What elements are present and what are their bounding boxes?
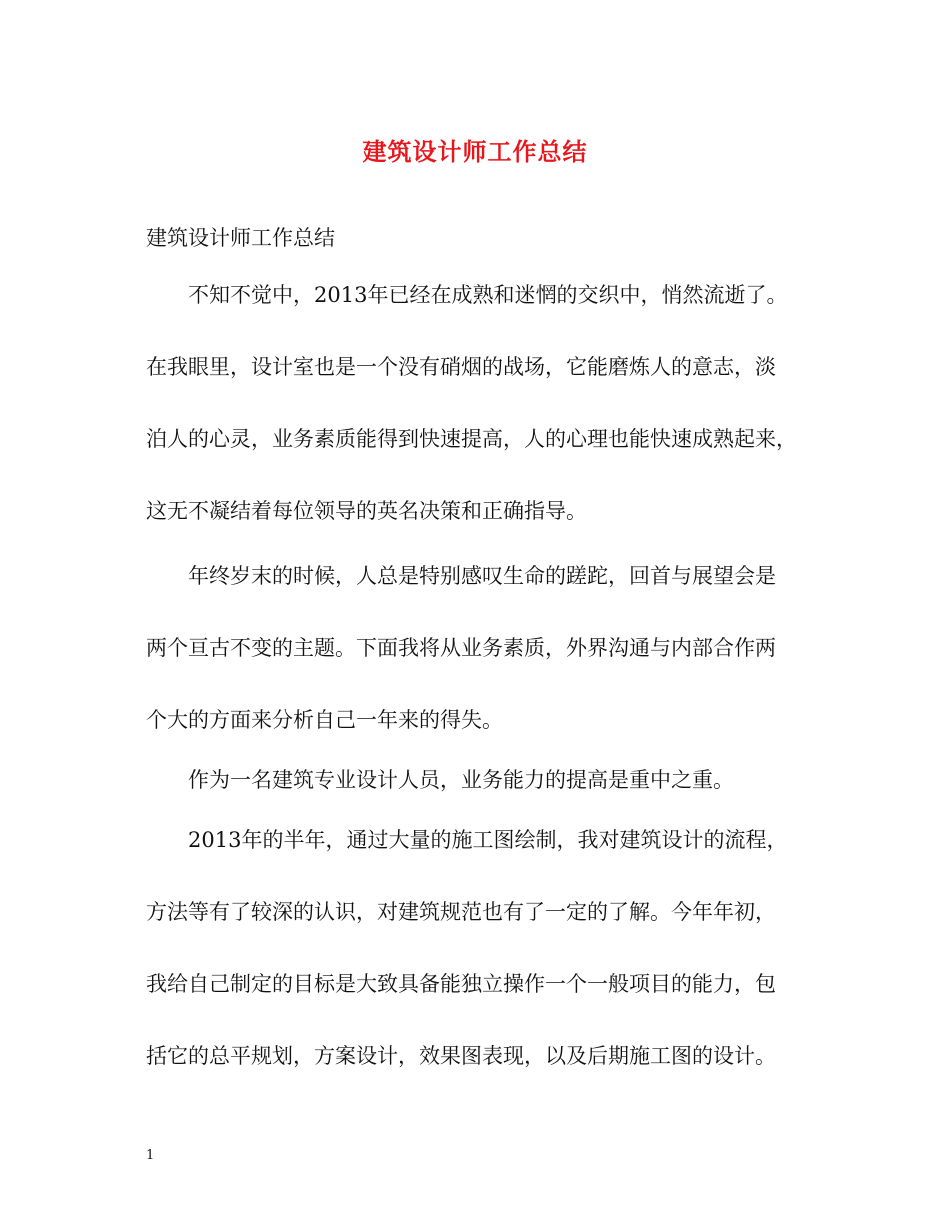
paragraph-line: 两个亘古不变的主题。下面我将从业务素质，外界沟通与内部合作两 [146,636,776,660]
paragraph-line: 个大的方面来分析自己一年来的得失。 [146,708,503,732]
paragraph-line: 括它的总平规划，方案设计，效果图表现，以及后期施工图的设计。 [146,1044,776,1068]
paragraph-line: 这无不凝结着每位领导的英名决策和正确指导。 [146,499,587,523]
document-subtitle: 建筑设计师工作总结 [146,226,335,250]
paragraph-line: 方法等有了较深的认识，对建筑规范也有了一定的了解。今年年初， [146,900,776,924]
paragraph-line: 作为一名建筑专业设计人员，业务能力的提高是重中之重。 [188,768,734,792]
paragraph-line: 在我眼里，设计室也是一个没有硝烟的战场，它能磨炼人的意志，淡 [146,355,776,379]
paragraph-line: 2013年的半年，通过大量的施工图绘制，我对建筑设计的流程， [188,828,788,852]
paragraph-line: 年终岁末的时候，人总是特别感叹生命的蹉跎，回首与展望会是 [188,564,776,588]
paragraph-line: 我给自己制定的目标是大致具备能独立操作一个一般项目的能力，包 [146,972,776,996]
document-title: 建筑设计师工作总结 [362,137,588,166]
page-number: 1 [146,1148,155,1163]
paragraph-line: 泊人的心灵，业务素质能得到快速提高，人的心理也能快速成熟起来， [146,427,797,451]
paragraph-line: 不知不觉中，2013年已经在成熟和迷惘的交织中，悄然流逝了。 [188,283,788,307]
